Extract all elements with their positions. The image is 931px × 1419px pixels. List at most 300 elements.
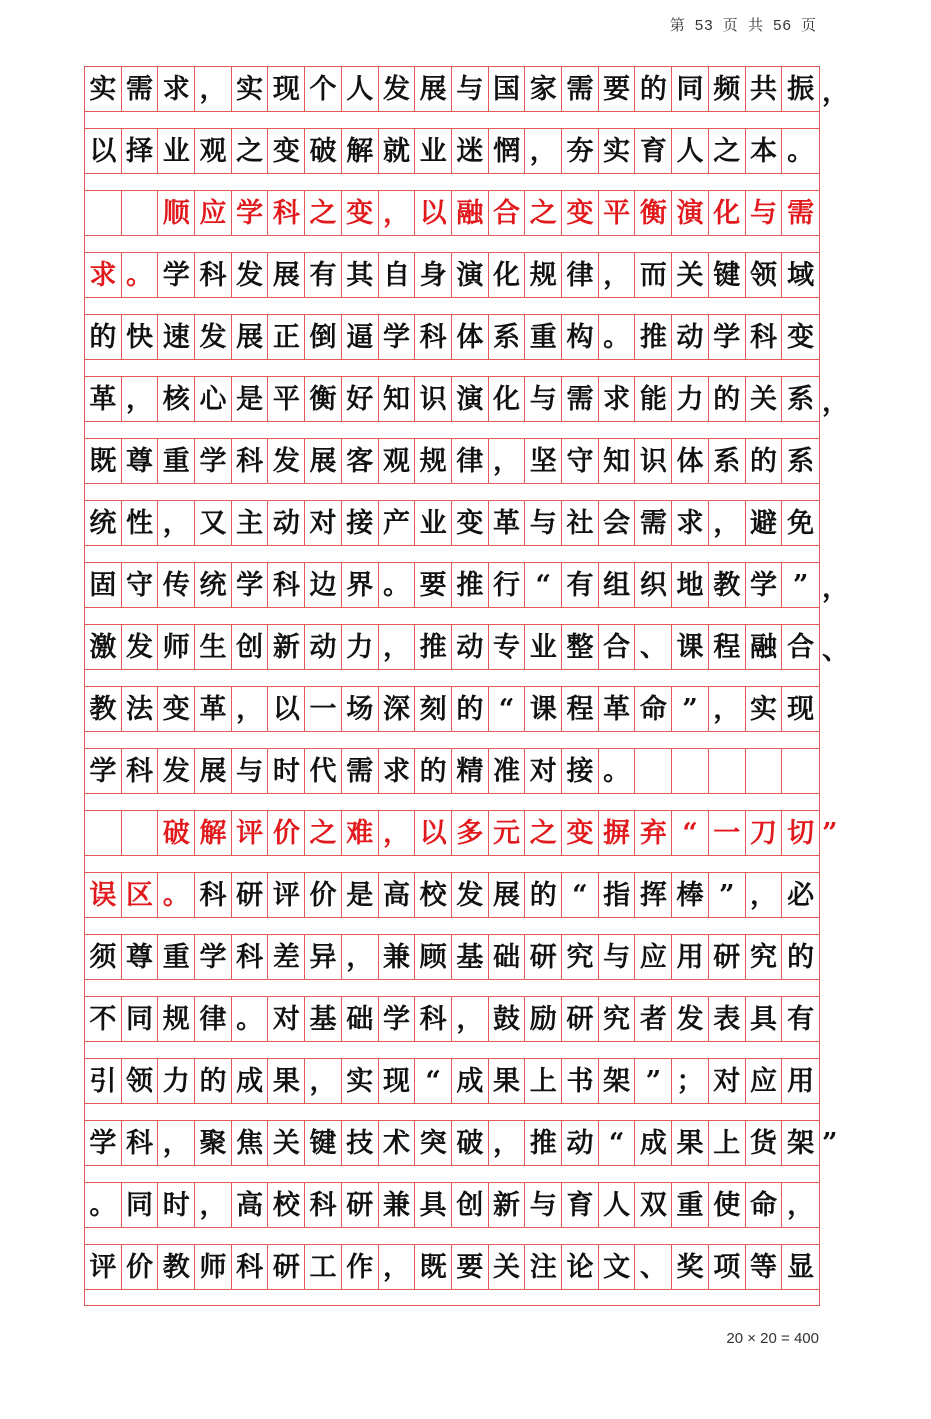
grid-cell: 与	[525, 501, 562, 545]
grid-cell: 师	[195, 1245, 232, 1289]
grid-cell: 棒	[672, 873, 709, 917]
grid-cell: ，	[232, 687, 269, 731]
grid-cell: 迷	[452, 129, 489, 173]
grid-cell: 尊	[122, 439, 159, 483]
grid-cell: 键	[305, 1121, 342, 1165]
grid-cell: 发	[269, 439, 306, 483]
grid-cell: 用	[787, 1065, 815, 1097]
grid-cell: 融	[746, 625, 783, 669]
grid-cell: 有	[562, 563, 599, 607]
grid-cell: 架	[787, 1127, 815, 1159]
grid-cell: ”	[792, 569, 809, 601]
grid-cell: 需	[562, 377, 599, 421]
grid-row	[85, 1183, 819, 1245]
grid-cell: ，	[709, 501, 746, 545]
grid-cell: 行	[489, 563, 526, 607]
grid-cell: 育	[636, 129, 673, 173]
grid-cell: 误	[85, 873, 122, 917]
grid-cell: 、	[636, 625, 673, 669]
grid-cell: 发	[232, 253, 269, 297]
grid-cell: 变	[562, 811, 599, 855]
grid-cell	[746, 749, 783, 793]
grid-cell: 身	[415, 253, 452, 297]
grid-cell: 研	[562, 997, 599, 1041]
grid-cell: 业	[525, 625, 562, 669]
grid-row	[85, 749, 819, 811]
grid-cell: 需	[787, 197, 815, 229]
grid-cell: 惘	[489, 129, 526, 173]
grid-cell: ，	[195, 1183, 232, 1227]
grid-cell: 准	[489, 749, 526, 793]
grid-cell: 时	[269, 749, 306, 793]
grid-cell: ，	[746, 873, 783, 917]
grid-cell: 革	[599, 687, 636, 731]
grid-cell: 者	[636, 997, 673, 1041]
grid-cell: 具	[746, 997, 783, 1041]
grid-cell: “	[525, 563, 562, 607]
grid-cell: 关	[672, 253, 709, 297]
grid-cell: 学	[85, 1121, 122, 1165]
row-gap-band	[85, 173, 819, 191]
grid-cell: 同	[672, 67, 709, 111]
grid-cell: 接	[342, 501, 379, 545]
grid-cell: 破	[452, 1121, 489, 1165]
grid-cell: 社	[562, 501, 599, 545]
grid-cell: 又	[195, 501, 232, 545]
grid-cell: 之	[232, 129, 269, 173]
grid-cell: 学	[158, 253, 195, 297]
grid-cell: 律	[195, 997, 232, 1041]
grid-cell: 深	[379, 687, 416, 731]
manuscript-grid	[84, 66, 849, 1306]
grid-row	[85, 1059, 819, 1121]
grid-cell: 学	[379, 997, 416, 1041]
row-gap-band	[85, 793, 819, 811]
grid-cell: 需	[122, 67, 159, 111]
grid-cell: 育	[562, 1183, 599, 1227]
grid-cell: 不	[85, 997, 122, 1041]
grid-cell: ，	[599, 253, 636, 297]
grid-cell: 求	[379, 749, 416, 793]
grid-cell: 兼	[379, 1183, 416, 1227]
grid-cell: 科	[122, 749, 159, 793]
grid-cell: 科	[746, 315, 783, 359]
grid-cell: 异	[305, 935, 342, 979]
grid-cell: 正	[269, 315, 306, 359]
grid-cell: 合	[489, 191, 526, 235]
grid-cell: 展	[232, 315, 269, 359]
grid-cell	[709, 749, 746, 793]
grid-cell: 之	[525, 191, 562, 235]
grid-cell: 发	[379, 67, 416, 111]
grid-cell: ”	[636, 1059, 673, 1103]
total-suffix: 页	[800, 17, 817, 34]
grid-cell: 人	[342, 67, 379, 111]
grid-cell: 平	[599, 191, 636, 235]
grid-cell: 应	[746, 1059, 783, 1103]
grid-cell: 人	[599, 1183, 636, 1227]
grid-cell: 究	[746, 935, 783, 979]
page-word: 页	[722, 17, 739, 34]
grid-row	[85, 253, 819, 315]
grid-cell: 、	[636, 1245, 673, 1289]
grid-cell: 与	[232, 749, 269, 793]
grid-cell: 果	[672, 1121, 709, 1165]
grid-cell: “	[599, 1121, 636, 1165]
grid-row	[85, 129, 819, 191]
grid-cell: 守	[562, 439, 599, 483]
grid-cell: ”	[709, 873, 746, 917]
grid-cell: 的	[415, 749, 452, 793]
grid-cell: 共	[746, 67, 783, 111]
grid-cell: 领	[122, 1059, 159, 1103]
margin-punctuation: ，	[822, 386, 849, 418]
grid-cell: 时	[158, 1183, 195, 1227]
grid-cell: 发	[195, 315, 232, 359]
grid-cell: 上	[709, 1121, 746, 1165]
grid-cell: 。	[787, 135, 815, 167]
grid-cell: 究	[599, 997, 636, 1041]
grid-cell: 须	[85, 935, 122, 979]
grid-cell: 心	[195, 377, 232, 421]
grid-cell: 变	[158, 687, 195, 731]
grid-cell: 聚	[195, 1121, 232, 1165]
grid-cell: 推	[636, 315, 673, 359]
grid-cell: 项	[709, 1245, 746, 1289]
grid-cell: 组	[599, 563, 636, 607]
row-gap-band	[85, 545, 819, 563]
row-gap-band	[85, 235, 819, 253]
grid-cell: 实	[746, 687, 783, 731]
grid-cell: 元	[489, 811, 526, 855]
grid-cell: 解	[342, 129, 379, 173]
grid-cell: 果	[269, 1059, 306, 1103]
grid-cell: 科	[269, 563, 306, 607]
grid-cell: 新	[489, 1183, 526, 1227]
grid-cell: 新	[269, 625, 306, 669]
grid-cell: ，	[525, 129, 562, 173]
grid-cell: 引	[85, 1059, 122, 1103]
grid-cell: 与	[525, 377, 562, 421]
grid-cell: 成	[452, 1059, 489, 1103]
grid-row	[85, 1245, 819, 1307]
grid-cell: 有	[787, 1003, 815, 1035]
grid-cell: 同	[122, 1183, 159, 1227]
grid-cell: ，	[122, 377, 159, 421]
grid-cell: 发	[122, 625, 159, 669]
grid-cell: 基	[305, 997, 342, 1041]
grid-cell: 表	[709, 997, 746, 1041]
grid-cell: 关	[489, 1245, 526, 1289]
grid-cell: 焦	[232, 1121, 269, 1165]
grid-cell: 要	[452, 1245, 489, 1289]
grid-cell: “	[672, 811, 709, 855]
grid-cell: 革	[489, 501, 526, 545]
grid-cell: “	[562, 873, 599, 917]
grid-cell: 区	[122, 873, 159, 917]
grid-cell: 统	[195, 563, 232, 607]
margin-punctuation: ，	[822, 572, 849, 604]
grid-cell: 避	[746, 501, 783, 545]
grid-cell: 化	[709, 191, 746, 235]
grid-cell: 变	[342, 191, 379, 235]
grid-cell: 接	[562, 749, 599, 793]
row-gap-band	[85, 731, 819, 749]
row-gap-band	[85, 855, 819, 873]
grid-cell: ，	[379, 1245, 416, 1289]
grid-cell: 差	[269, 935, 306, 979]
grid-cell: 现	[787, 693, 815, 725]
grid-cell: 研	[232, 873, 269, 917]
grid-cell: 工	[305, 1245, 342, 1289]
grid-cell: 界	[342, 563, 379, 607]
grid-cell: 程	[709, 625, 746, 669]
grid-cell: 平	[269, 377, 306, 421]
grid-cell: 之	[305, 191, 342, 235]
grid-cell: 。	[158, 873, 195, 917]
grid-cell: 科	[195, 873, 232, 917]
grid-cell: 整	[562, 625, 599, 669]
grid-cell: 文	[599, 1245, 636, 1289]
grid-cell: 展	[269, 253, 306, 297]
grid-cell: 高	[232, 1183, 269, 1227]
grid-cell: 会	[599, 501, 636, 545]
grid-cell: 对	[269, 997, 306, 1041]
grid-cell: 动	[269, 501, 306, 545]
grid-cell: 校	[415, 873, 452, 917]
grid-cell: 重	[158, 439, 195, 483]
grid-cell: 有	[305, 253, 342, 297]
grid-cell: 精	[452, 749, 489, 793]
grid-cell: 既	[415, 1245, 452, 1289]
grid-cell: 注	[525, 1245, 562, 1289]
grid-cell: 价	[305, 873, 342, 917]
grid-cell: 识	[415, 377, 452, 421]
grid-cell: ，	[787, 1189, 815, 1221]
grid-cell: 需	[342, 749, 379, 793]
grid-cell: 师	[158, 625, 195, 669]
grid-cell: ，	[379, 625, 416, 669]
grid-cell: 的	[452, 687, 489, 731]
grid-cell: 与	[525, 1183, 562, 1227]
grid-cell: 刻	[415, 687, 452, 731]
grid-cell: 革	[85, 377, 122, 421]
grid-cell: 科	[232, 1245, 269, 1289]
grid-cell: 双	[636, 1183, 673, 1227]
grid-row	[85, 439, 819, 501]
grid-cell: 教	[158, 1245, 195, 1289]
grid-cell: 就	[379, 129, 416, 173]
grid-cell: 科	[122, 1121, 159, 1165]
grid-cell: 以	[415, 191, 452, 235]
grid-cell: 衡	[636, 191, 673, 235]
grid-cell: 励	[525, 997, 562, 1041]
grid-cell: 程	[562, 687, 599, 731]
grid-cell: 变	[269, 129, 306, 173]
grid-cell: ；	[672, 1059, 709, 1103]
grid-cell: 构	[562, 315, 599, 359]
grid-cell: 要	[599, 67, 636, 111]
grid-cell: 系	[787, 383, 815, 415]
grid-cell: 同	[122, 997, 159, 1041]
grid-row	[85, 997, 819, 1059]
row-gap-band	[85, 979, 819, 997]
grid-cell: 科	[232, 935, 269, 979]
grid-cell: 个	[305, 67, 342, 111]
margin-punctuation: ”	[822, 817, 838, 849]
row-gap-band	[85, 359, 819, 377]
grid-cell: 的	[787, 941, 815, 973]
grid-cell: 力	[342, 625, 379, 669]
grid-cell: 是	[342, 873, 379, 917]
grid-cell: 具	[415, 1183, 452, 1227]
grid-cell: 使	[709, 1183, 746, 1227]
grid-cell: 的	[85, 315, 122, 359]
grid-cell: 破	[305, 129, 342, 173]
grid-cell: 学	[232, 191, 269, 235]
grid-cell: 应	[636, 935, 673, 979]
grid-cell: 创	[232, 625, 269, 669]
grid-cell: 动	[672, 315, 709, 359]
grid-row	[85, 687, 819, 749]
grid-cell: 生	[195, 625, 232, 669]
grid-cell: 用	[672, 935, 709, 979]
grid-cell: 守	[122, 563, 159, 607]
grid-cell: 究	[562, 935, 599, 979]
grid-cell: 显	[787, 1251, 815, 1283]
grid-cell: 规	[525, 253, 562, 297]
grid-cell: 课	[525, 687, 562, 731]
grid-cell: 现	[269, 67, 306, 111]
grid-cell: 倒	[305, 315, 342, 359]
grid-cell: 与	[452, 67, 489, 111]
grid-cell: 夯	[562, 129, 599, 173]
grid-cell: ，	[379, 811, 416, 855]
grid-cell: 学	[746, 563, 783, 607]
grid-cell: 关	[746, 377, 783, 421]
row-gap-band	[85, 421, 819, 439]
grid-cell: 律	[562, 253, 599, 297]
grid-cell: 价	[269, 811, 306, 855]
grid-cell: 场	[342, 687, 379, 731]
grid-cell: 地	[672, 563, 709, 607]
grid-cell: 书	[562, 1059, 599, 1103]
grid-cell: 一	[305, 687, 342, 731]
grid-cell: 律	[452, 439, 489, 483]
grid-cell: 自	[379, 253, 416, 297]
grid-cell: 衡	[305, 377, 342, 421]
grid-cell: 。	[599, 315, 636, 359]
grid-cell: 而	[636, 253, 673, 297]
grid-cell: 体	[452, 315, 489, 359]
total-page-count: 56	[773, 17, 792, 34]
grid-cell: 的	[195, 1059, 232, 1103]
grid-cell: 展	[305, 439, 342, 483]
page-prefix: 第	[669, 17, 686, 34]
grid-cell: 关	[269, 1121, 306, 1165]
grid-cell: 知	[599, 439, 636, 483]
grid-cell: 力	[672, 377, 709, 421]
grid-cell: 应	[195, 191, 232, 235]
row-gap-band	[85, 111, 819, 129]
grid-cell: 果	[489, 1059, 526, 1103]
grid-cell: 求	[672, 501, 709, 545]
page-number-header	[668, 14, 819, 35]
grid-row	[85, 873, 819, 935]
grid-cell: 动	[305, 625, 342, 669]
grid-cell: 键	[709, 253, 746, 297]
grid-cell: 论	[562, 1245, 599, 1289]
grid-row	[85, 935, 819, 997]
grid-cell: ，	[305, 1059, 342, 1103]
grid-cell: 实	[232, 67, 269, 111]
grid-cell: 频	[709, 67, 746, 111]
grid-cell: 学	[709, 315, 746, 359]
grid-cell: 解	[195, 811, 232, 855]
grid-cell: 摒	[599, 811, 636, 855]
row-gap-band	[85, 1289, 819, 1307]
grid-cell: 业	[158, 129, 195, 173]
row-gap-band	[85, 483, 819, 501]
grid-cell: 核	[158, 377, 195, 421]
grid-cell: 需	[562, 67, 599, 111]
current-page-number: 53	[694, 17, 714, 34]
grid-cell: ，	[709, 687, 746, 731]
grid-cell: 的	[709, 377, 746, 421]
grid-cell: 术	[379, 1121, 416, 1165]
grid-cell	[85, 191, 122, 235]
grid-cell: 。	[85, 1183, 122, 1227]
grid-cell: 体	[672, 439, 709, 483]
total-prefix: 共	[747, 17, 764, 34]
grid-cell: 对	[305, 501, 342, 545]
grid-cell: 实	[599, 129, 636, 173]
grid-cell: 观	[379, 439, 416, 483]
grid-cell: 需	[636, 501, 673, 545]
grid-cell: 现	[379, 1059, 416, 1103]
grid-cell: 研	[709, 935, 746, 979]
grid-cell: ，	[158, 501, 195, 545]
grid-cell: 重	[158, 935, 195, 979]
grid-cell: 推	[415, 625, 452, 669]
grid-cell: 鼓	[489, 997, 526, 1041]
grid-cell	[782, 749, 819, 793]
grid-cell: 好	[342, 377, 379, 421]
grid-cell: “	[489, 687, 526, 731]
grid-cell: 以	[415, 811, 452, 855]
grid-cell: 求	[599, 377, 636, 421]
grid-cell: 法	[122, 687, 159, 731]
grid-cell: 代	[305, 749, 342, 793]
grid-cell: ，	[489, 439, 526, 483]
grid-cell: 之	[709, 129, 746, 173]
grid-cell: 价	[122, 1245, 159, 1289]
grid-cell: 础	[342, 997, 379, 1041]
grid-cell: 之	[305, 811, 342, 855]
grid-cell: 发	[452, 873, 489, 917]
grid-cell: ，	[158, 1121, 195, 1165]
grid-row	[85, 563, 849, 625]
grid-cell: 发	[158, 749, 195, 793]
grid-cell: 力	[158, 1059, 195, 1103]
grid-cell: 产	[379, 501, 416, 545]
grid-cell: 演	[452, 377, 489, 421]
grid-cell: 能	[636, 377, 673, 421]
grid-cell: 系	[489, 315, 526, 359]
grid-cell: 等	[746, 1245, 783, 1289]
grid-cell: ，	[489, 1121, 526, 1165]
grid-cell: 专	[489, 625, 526, 669]
